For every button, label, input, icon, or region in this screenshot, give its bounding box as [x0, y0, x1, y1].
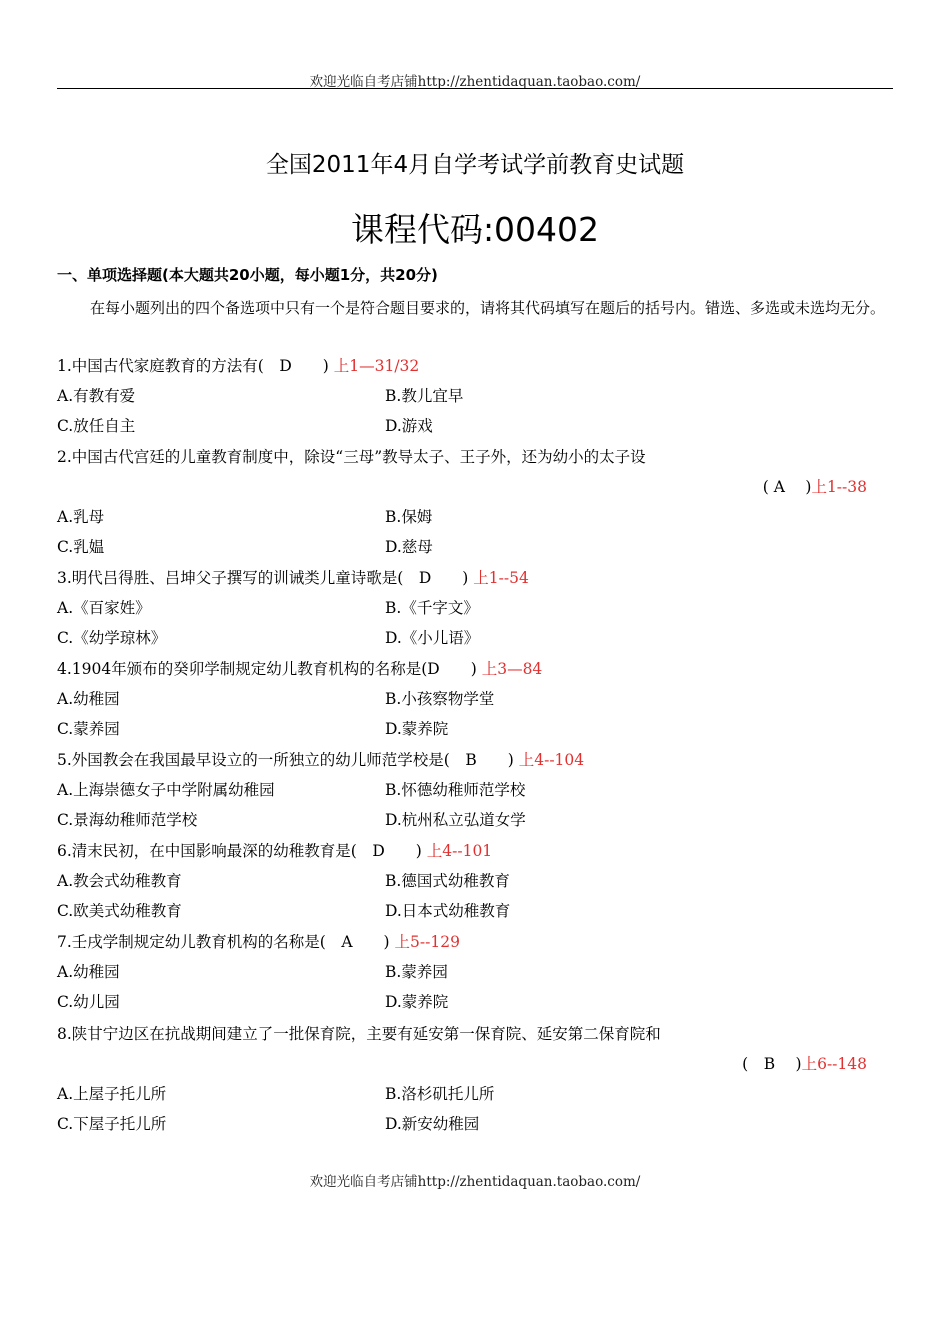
question-text: 7.壬戌学制规定幼儿教育机构的名称是( A ) — [57, 933, 390, 951]
option-c: C.乳媪 — [57, 538, 105, 556]
question-text: 6.清末民初，在中国影响最深的幼稚教育是( D ) — [57, 842, 422, 860]
question-text: 2.中国古代宫廷的儿童教育制度中，除设“三母”教导太子、王子外，还为幼小的太子设 — [57, 448, 646, 466]
option-b: B.洛杉矶托儿所 — [385, 1085, 495, 1103]
option-d: D.日本式幼稚教育 — [385, 902, 511, 920]
option-c: C.放任自主 — [57, 417, 136, 435]
section-instructions: 在每小题列出的四个备选项中只有一个是符合题目要求的，请将其代码填写在题后的括号内。错选、多选或未选均无分。 — [90, 299, 886, 317]
question-text: 5.外国教会在我国最早设立的一所独立的幼儿师范学校是( B ) — [57, 751, 514, 769]
option-a: A.幼稚园 — [57, 963, 120, 981]
question-text: 1.中国古代家庭教育的方法有( D ) — [57, 357, 329, 375]
option-d: D.慈母 — [385, 538, 433, 556]
answer-bracket: ( B ) — [742, 1055, 802, 1073]
option-c: C.下屋子托儿所 — [57, 1115, 167, 1133]
question-stem — [57, 563, 529, 593]
question-text: 4.1904年颁布的癸卯学制规定幼儿教育机构的名称是(D ) — [57, 660, 477, 678]
question-stem — [57, 351, 419, 381]
question-answer-line — [742, 1049, 867, 1079]
option-a: A.上海崇德女子中学附属幼稚园 — [57, 781, 275, 799]
option-c: C.蒙养园 — [57, 720, 120, 738]
header-rule — [57, 88, 893, 89]
option-b: B.小孩察物学堂 — [385, 690, 495, 708]
question-stem — [57, 836, 492, 866]
option-d: D.《小儿语》 — [385, 629, 480, 647]
answer-reference: 上4--104 — [518, 751, 585, 769]
answer-reference: 上1--54 — [473, 569, 529, 587]
page-footer: 欢迎光临自考店铺http://zhentidaquan.taobao.com/ — [309, 1174, 641, 1190]
section-heading: 一、单项选择题(本大题共20小题，每小题1分，共20分) — [57, 266, 438, 284]
question-text: 8.陕甘宁边区在抗战期间建立了一批保育院，主要有延安第一保育院、延安第二保育院和 — [57, 1025, 661, 1043]
question-stem — [57, 745, 584, 775]
answer-reference: 上1--38 — [811, 478, 867, 496]
exam-title: 全国2011年4月自学考试学前教育史试题 — [265, 152, 685, 178]
option-a: A.幼稚园 — [57, 690, 120, 708]
option-d: D.游戏 — [385, 417, 433, 435]
answer-reference: 上3—84 — [481, 660, 543, 678]
option-c: C.欧美式幼稚教育 — [57, 902, 182, 920]
question-text: 3.明代吕得胜、吕坤父子撰写的训诫类儿童诗歌是( D ) — [57, 569, 469, 587]
option-c: C.幼儿园 — [57, 993, 120, 1011]
answer-reference: 上4--101 — [426, 842, 493, 860]
answer-bracket: ( A ) — [762, 478, 812, 496]
option-c: C.景海幼稚师范学校 — [57, 811, 198, 829]
option-a: A.有教有爱 — [57, 387, 136, 405]
option-a: A.教会式幼稚教育 — [57, 872, 182, 890]
option-d: D.杭州私立弘道女学 — [385, 811, 526, 829]
question-stem — [57, 927, 460, 957]
question-stem — [57, 654, 542, 684]
option-b: B.蒙养园 — [385, 963, 448, 981]
option-d: D.蒙养院 — [385, 993, 449, 1011]
answer-reference: 上5--129 — [394, 933, 460, 951]
option-b: B.保姆 — [385, 508, 433, 526]
course-code: 课程代码:00402 — [350, 210, 600, 249]
option-d: D.蒙养院 — [385, 720, 449, 738]
option-a: A.《百家姓》 — [57, 599, 151, 617]
option-b: B.德国式幼稚教育 — [385, 872, 510, 890]
answer-reference: 上1—31/32 — [333, 357, 420, 375]
option-a: A.上屋子托儿所 — [57, 1085, 167, 1103]
page-header: 欢迎光临自考店铺http://zhentidaquan.taobao.com/ — [309, 74, 641, 90]
option-d: D.新安幼稚园 — [385, 1115, 480, 1133]
option-b: B.教儿宜早 — [385, 387, 464, 405]
option-b: B.《千字文》 — [385, 599, 479, 617]
option-c: C.《幼学琼林》 — [57, 629, 167, 647]
option-b: B.怀德幼稚师范学校 — [385, 781, 526, 799]
option-a: A.乳母 — [57, 508, 105, 526]
question-answer-line — [763, 472, 867, 502]
answer-reference: 上6--148 — [801, 1055, 867, 1073]
